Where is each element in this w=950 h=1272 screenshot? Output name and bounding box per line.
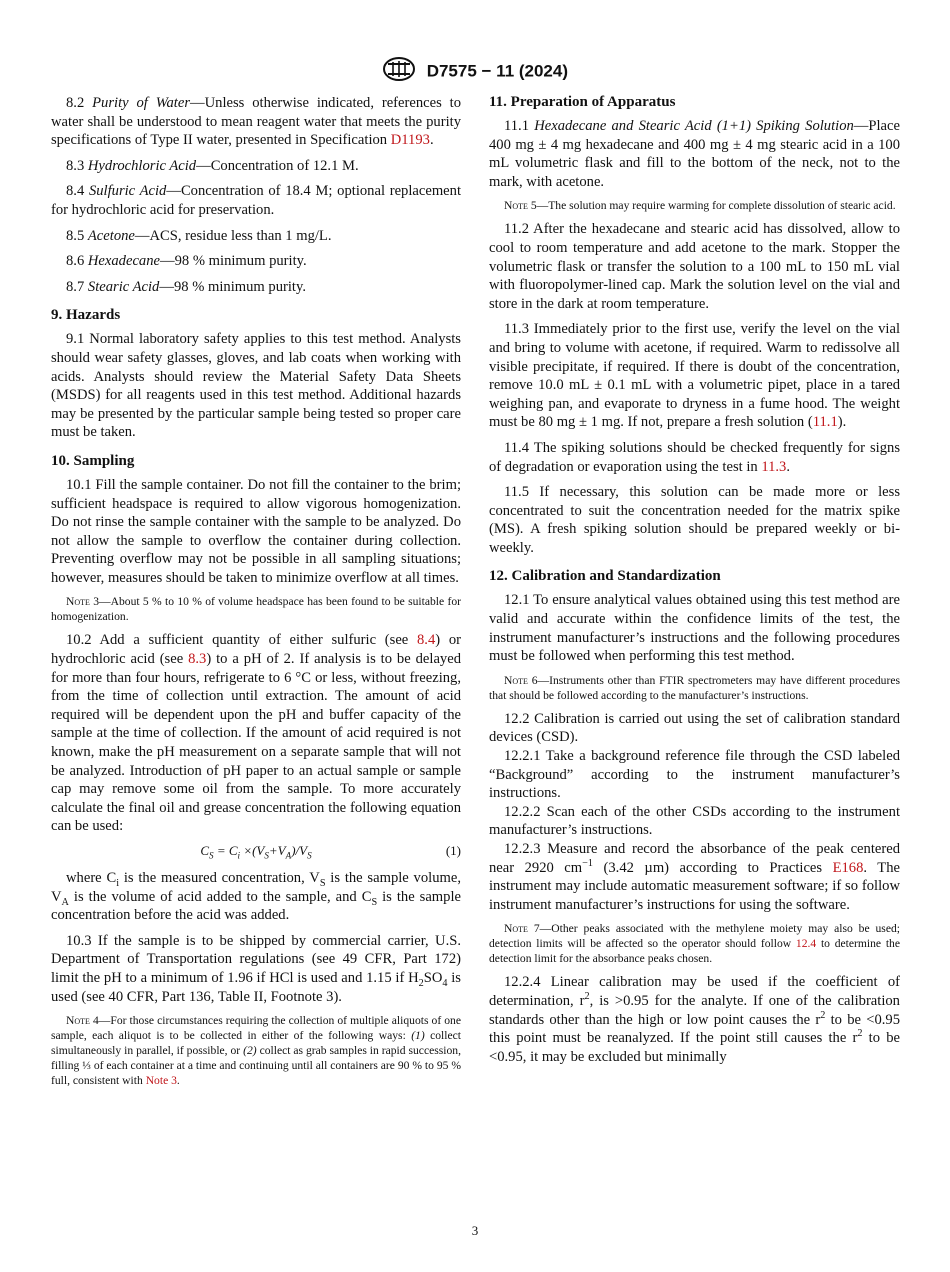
section-10-2: 10.2 Add a sufficient quantity of either sulfuric (see 8.4) or hydrochloric acid (see 8.3) to a pH of 2. If analysis is to be delayed for more than four hours, refrigerate to 6 °C or less, without freezing, from the time of collection until extraction. The amount of acid required will be dependent upon the pH and buffer capacity of the sample at the time of collection. If the amount of acid required is not known, make the pH measurement on a separate sample that will not be analyzed. Introduction of pH paper to an actual sample or sample cap may remove some oil from the sample. To more accurately calculate the final oil and grease concentration the following equation can be used: — [51, 632, 462, 835]
section-8-4: 8.4 Sulfuric Acid—Concentration of 18.4 M; optional replacement for hydrochloric acid for preservation. — [51, 183, 462, 218]
link-11-1[interactable]: 11.1 — [812, 414, 838, 431]
section-11-3: 11.3 Immediately prior to the first use, verify the level on the vial and bring to volume with acetone, if required. Warm to redissolve all visible precipitate, if required. If there is doubt of the concentration, remove 10.0 mL ± 0.1 mL with a volumetric pipet, place in a tared weighing pan, and evaporate to dryness in a fume hood. The weight must be 80 mg ± 1 mg. If not, prepare a fresh solution (11.1). — [489, 321, 900, 431]
section-12-2-2: 12.2.2 Scan each of the other CSDs according to the instrument manufacturer’s instructions. — [489, 803, 900, 839]
heading-hazards: 9. Hazards — [51, 307, 121, 324]
right-column — [489, 94, 900, 1073]
link-d1193[interactable]: D1193 — [390, 132, 430, 149]
section-12-2: 12.2 Calibration is carried out using the set of calibration standard devices (CSD). — [489, 710, 900, 746]
section-11-4: 11.4 The spiking solutions should be checked frequently for signs of degradation or evaporation using the test in 11.3. — [489, 439, 900, 475]
document-designation: D7575 − 11 (2024) — [426, 61, 569, 81]
section-12-2-4: 12.2.4 Linear calibration may be used if the coefficient of determination, $r^2$, is >0.95 for the analyte. If one of the calibration standards other than the high or low point causes the $r^2$ to be <0.95 this point must be reanalyzed. If the point still causes the $r^2$ to be <0.95, it may be excluded but minimally — [489, 974, 901, 1065]
link-8-4[interactable]: 8.4 — [417, 632, 436, 649]
section-12-1: 12.1 To ensure analytical values obtained using this test method are valid and accurate within the confidence limits of the test, the instrument manufacturer’s instructions and the following procedures must be followed when performing this test method. — [489, 592, 900, 665]
heading-sampling: 10. Sampling — [51, 452, 135, 469]
equation-1: $C_S = C_i \times(V_S+V_A)/V_S$ (1) — [200, 843, 461, 861]
link-12-4[interactable]: 12.4 — [795, 937, 817, 951]
astm-logo-icon — [382, 56, 416, 87]
equation-where: where $C_i$ is the measured concentration, $V_S$ is the sample volume, $V_A$ is the volume of acid added to the sample, and $C_S$ is the sample concentration before the acid was added. — [51, 870, 461, 924]
page-number: 3 — [471, 1223, 479, 1238]
section-8-7: 8.7 Stearic Acid—98 % minimum purity. — [66, 278, 306, 295]
section-8-2: 8.2 Purity of Water—Unless otherwise indicated, references to water shall be understood to mean reagent water that meets the purity specifications of Type II water, presented in Specification D1193. — [51, 95, 462, 149]
section-12-2-1: 12.2.1 Take a background reference file through the CSD labeled “Background” according to the instrument manufacturer’s instructions. — [489, 748, 900, 802]
note-7: Note 7—Other peaks associated with the methylene moiety may also be used; detection limits will be affected so the operator should follow 12.4 to determine the detection limit for the absorbance peaks chosen. — [489, 922, 900, 966]
section-8-6: 8.6 Hexadecane—98 % minimum purity. — [66, 253, 307, 270]
left-column — [51, 94, 461, 1095]
page-header — [0, 56, 950, 87]
note-5: Note 5—The solution may require warming for complete dissolution of stearic acid. — [504, 199, 896, 213]
link-note-3[interactable]: Note 3 — [145, 1074, 177, 1088]
link-11-3[interactable]: 11.3 — [761, 458, 787, 475]
section-9-1: 9.1 Normal laboratory safety applies to this test method. Analysts should wear safety glasses, gloves, and lab coats when working with acids. Analysts should review the Material Safety Data Sheets (MSDS) for all reagents used in this test method. Additional hazards may be presented by the particular sample being tested so proper care must be taken. — [51, 331, 461, 441]
note-4: Note 4—For those circumstances requiring the collection of multiple aliquots of one sample, each aliquot is to be collected in either of the following ways: (1) collect simultaneously in parallel, if possible, or (2) collect as grab samples in rapid succession, filling ⅓ of each container at a time and continuing until all containers are 90 % to 95 % full, consistent with Note 3. — [51, 1014, 462, 1088]
section-11-1: 11.1 Hexadecane and Stearic Acid (1+1) Spiking Solution—Place 400 mg ± 4 mg hexadecane and 400 mg ± 4 mg stearic acid in a 100 mL volumetric flask and fill to the bottom of the neck, not to the mark, with acetone. — [489, 118, 900, 190]
note-3: Note 3—About 5 % to 10 % of volume headspace has been found to be suitable for homogenization. — [51, 595, 461, 624]
note-6: Note 6—Instruments other than FTIR spectrometers may have different procedures that should be followed according to the manufacturer’s instructions. — [489, 673, 900, 702]
section-11-5: 11.5 If necessary, this solution can be made more or less concentrated to suit the concentration needed for the matrix spike (MS). A fresh spiking solution should be prepared weekly or bi-weekly. — [489, 484, 900, 556]
section-8-5: 8.5 Acetone—ACS, residue less than 1 mg/L. — [66, 227, 332, 244]
section-10-3: 10.3 If the sample is to be shipped by commercial carrier, U.S. Department of Transportation regulations (see 49 CFR, Part 172) limit the pH to a minimum of 1.96 if HCl is used and 1.15 if $H_2SO_4$ is used (see 40 CFR, Part 136, Table II, Footnote 3). — [51, 932, 461, 1005]
section-8-3: 8.3 Hydrochloric Acid—Concentration of 12.1 M. — [66, 157, 359, 174]
link-8-3[interactable]: 8.3 — [188, 651, 207, 668]
section-10-1: 10.1 Fill the sample container. Do not fill the container to the brim; sufficient headspace is required to allow vigorous homogenization. Do not rinse the sample container with the sample to be analyzed. Do not allow the sample to overflow the container during collection. Preventing overflow may not be possible in all sampling situations; however, measures should be taken to minimize overflow at all times. — [51, 476, 461, 586]
link-e168[interactable]: E168 — [832, 859, 864, 876]
equation-number: (1) — [445, 843, 461, 858]
section-12-2-3: 12.2.3 Measure and record the absorbance of the peak centered near 2920 $cm^{-1}$ (3.42 µm) according to Practices E168. The instrument may include automatic measurement software; if so follow instrument manufacturer’s instructions for using the software. — [489, 841, 900, 913]
heading-preparation-of-apparatus: 11. Preparation of Apparatus — [489, 94, 676, 110]
section-11-2: 11.2 After the hexadecane and stearic acid has dissolved, allow to cool to room temperature and add acetone to the mark. Stopper the volumetric flask or transfer the solution to a 100 mL to 150 mL vial with fluoropolymer-lined cap. Mark the solution level on the vial and store in the dark at room temperature. — [489, 221, 900, 312]
heading-calibration: 12. Calibration and Standardization — [489, 568, 721, 585]
